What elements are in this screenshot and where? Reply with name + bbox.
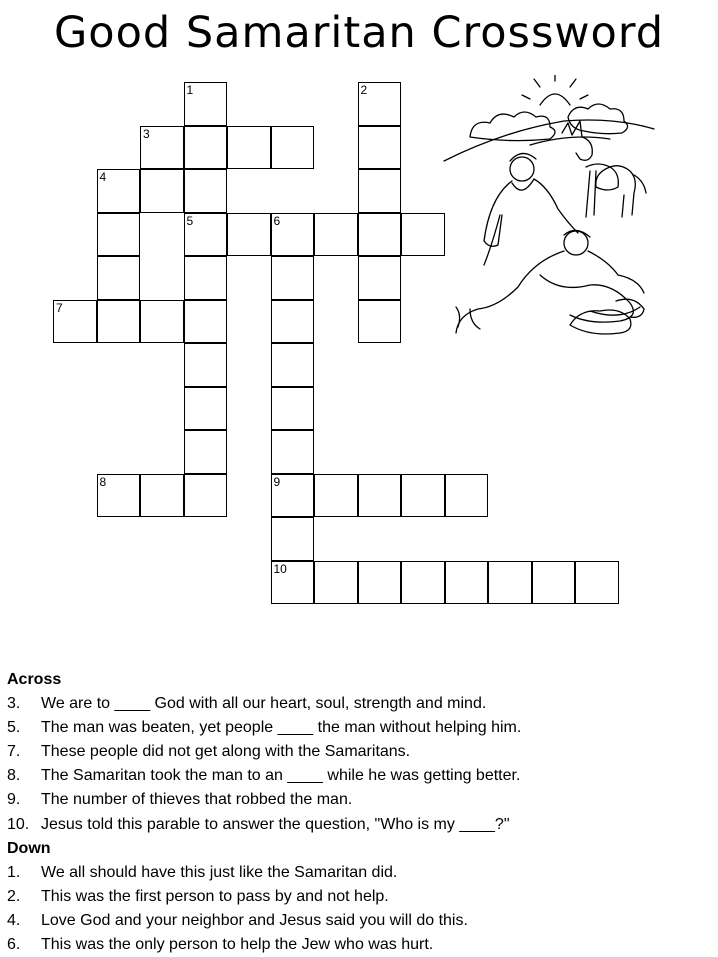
grid-cell[interactable] — [184, 126, 228, 170]
across-clue — [7, 813, 707, 837]
cell-number: 6 — [273, 213, 281, 228]
good-samaritan-illustration — [440, 75, 660, 340]
clue-text: The man was beaten, yet people ____ the man without helping him. — [41, 719, 522, 737]
cell-number: 7 — [56, 300, 63, 315]
clue-text: This was the only person to help the Jew who was hurt. — [41, 936, 434, 954]
grid-cell[interactable] — [358, 213, 402, 257]
grid-cell[interactable] — [271, 126, 315, 170]
clue-number: 9. — [7, 791, 21, 809]
across-clue — [7, 692, 707, 716]
down-clue — [7, 861, 707, 885]
grid-cell[interactable] — [358, 256, 402, 300]
clue-text: These people did not get along with the Samaritans. — [41, 743, 411, 761]
grid-cell[interactable] — [271, 256, 315, 300]
grid-cell[interactable] — [271, 343, 315, 387]
across-clue — [7, 716, 707, 740]
grid-cell[interactable] — [314, 213, 358, 257]
grid-cell[interactable] — [445, 561, 489, 605]
cell-number: 4 — [99, 170, 107, 184]
grid-cell[interactable] — [184, 169, 228, 213]
cell-number: 2 — [360, 83, 368, 97]
across-clue — [7, 764, 707, 788]
grid-cell[interactable] — [97, 169, 141, 213]
cell-number: 5 — [186, 213, 194, 228]
grid-cell[interactable] — [184, 213, 228, 257]
clue-text: This was the first person to pass by and not help. — [41, 887, 389, 905]
grid-cell[interactable] — [314, 561, 358, 605]
grid-cell[interactable] — [184, 343, 228, 387]
grid-cell[interactable] — [140, 126, 184, 170]
grid-cell[interactable] — [358, 82, 402, 126]
across-clue — [7, 788, 707, 812]
down-heading: Down — [7, 839, 51, 857]
grid-cell[interactable] — [184, 474, 228, 518]
grid-cell[interactable] — [271, 561, 315, 605]
grid-cell[interactable] — [227, 126, 271, 170]
grid-cell[interactable] — [184, 82, 228, 126]
grid-cell[interactable] — [488, 561, 532, 605]
clue-text: Jesus told this parable to answer the question, "Who is my ____?" — [41, 815, 510, 833]
grid-cell[interactable] — [184, 387, 228, 431]
grid-cell[interactable] — [97, 213, 141, 257]
clue-number: 1. — [7, 863, 21, 881]
grid-cell[interactable] — [358, 126, 402, 170]
clue-text: Love God and your neighbor and Jesus said you will do this. — [41, 911, 468, 929]
grid-cell[interactable] — [184, 430, 228, 474]
grid-cell[interactable] — [358, 561, 402, 605]
grid-cell[interactable] — [140, 169, 184, 213]
grid-cell[interactable] — [445, 474, 489, 518]
samaritan-figure — [484, 153, 578, 265]
cell-number: 8 — [99, 474, 107, 489]
clue-number: 4. — [7, 911, 21, 929]
page-title: Good Samaritan Crossword — [53, 8, 665, 58]
grid-cell[interactable] — [184, 256, 228, 300]
down-clue — [7, 885, 707, 909]
sun-icon — [522, 75, 588, 105]
grid-cell[interactable] — [271, 300, 315, 344]
grid-cell[interactable] — [401, 474, 445, 518]
grid-cell[interactable] — [358, 474, 402, 518]
clue-number: 10. — [7, 815, 30, 833]
clue-text: The number of thieves that robbed the man. — [41, 791, 353, 809]
grid-cell[interactable] — [401, 213, 445, 257]
grid-cell[interactable] — [575, 561, 619, 605]
clue-number: 5. — [7, 719, 21, 737]
clue-text: The Samaritan took the man to an ____ while he was getting better. — [41, 767, 521, 785]
clue-list — [7, 668, 707, 957]
grid-cell[interactable] — [271, 213, 315, 257]
clue-number: 7. — [7, 743, 21, 761]
cell-number: 1 — [186, 83, 194, 97]
grid-cell[interactable] — [271, 517, 315, 561]
injured-man-figure — [456, 230, 644, 333]
clue-number: 2. — [7, 887, 21, 905]
across-clue — [7, 740, 707, 764]
donkey-icon — [562, 121, 646, 217]
clue-number: 8. — [7, 767, 21, 785]
grid-cell[interactable] — [53, 300, 97, 344]
grid-cell[interactable] — [140, 300, 184, 344]
cell-number: 3 — [143, 126, 150, 141]
grid-cell[interactable] — [227, 213, 271, 257]
cell-number: 9 — [273, 474, 281, 489]
clue-text: We all should have this just like the Samaritan did. — [41, 863, 398, 881]
clue-text: We are to ____ God with all our heart, soul, strength and mind. — [41, 695, 487, 713]
clue-number: 3. — [7, 695, 21, 713]
grid-cell[interactable] — [271, 430, 315, 474]
down-clue — [7, 933, 707, 957]
grid-cell[interactable] — [97, 474, 141, 518]
grid-cell[interactable] — [314, 474, 358, 518]
down-clue — [7, 909, 707, 933]
grid-cell[interactable] — [97, 256, 141, 300]
grid-cell[interactable] — [140, 474, 184, 518]
cell-number: 10 — [273, 561, 287, 576]
grid-cell[interactable] — [271, 387, 315, 431]
grid-cell[interactable] — [358, 169, 402, 213]
grid-cell[interactable] — [358, 300, 402, 344]
grid-cell[interactable] — [532, 561, 576, 605]
across-heading: Across — [7, 671, 62, 688]
grid-cell[interactable] — [97, 300, 141, 344]
grid-cell[interactable] — [184, 300, 228, 344]
grid-cell[interactable] — [271, 474, 315, 518]
grid-cell[interactable] — [401, 561, 445, 605]
clue-number: 6. — [7, 936, 21, 954]
